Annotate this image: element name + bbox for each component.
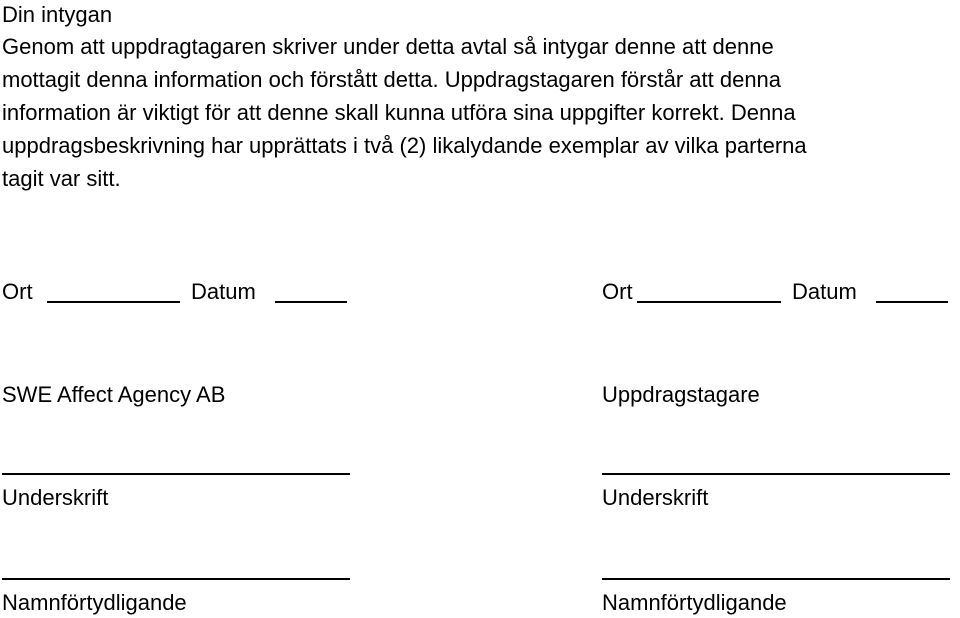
paragraph-line: tagit var sitt. xyxy=(2,166,121,191)
ort-label: Ort xyxy=(2,279,33,304)
paragraph-line: uppdragsbeskrivning har upprättats i två (2) likalydande exemplar av vilka parterna xyxy=(2,133,807,158)
party-name: Uppdragstagare xyxy=(602,382,760,407)
name-clarification-label: Namnförtydligande xyxy=(602,590,787,615)
signature-line xyxy=(602,473,950,475)
name-clarification-label: Namnförtydligande xyxy=(2,590,187,615)
document-heading: Din intygan xyxy=(2,2,113,27)
ort-fill-line xyxy=(637,301,781,303)
ort-fill-line xyxy=(47,301,180,303)
signature-label: Underskrift xyxy=(602,485,709,510)
datum-label: Datum xyxy=(191,279,256,304)
name-clarification-line xyxy=(602,578,950,580)
datum-fill-line xyxy=(275,301,347,303)
party-name: SWE Affect Agency AB xyxy=(2,382,226,407)
signature-label: Underskrift xyxy=(2,485,109,510)
datum-fill-line xyxy=(876,301,948,303)
ort-label: Ort xyxy=(602,279,633,304)
signature-line xyxy=(2,473,350,475)
paragraph-line: mottagit denna information och förstått detta. Uppdragstagaren förstår att denna xyxy=(2,67,782,92)
name-clarification-line xyxy=(2,578,350,580)
datum-label: Datum xyxy=(792,279,857,304)
paragraph-line: Genom att uppdragtagaren skriver under detta avtal så intygar denne att denne xyxy=(2,34,774,59)
paragraph-line: information är viktigt för att denne skall kunna utföra sina uppgifter korrekt. Denna xyxy=(2,100,796,125)
